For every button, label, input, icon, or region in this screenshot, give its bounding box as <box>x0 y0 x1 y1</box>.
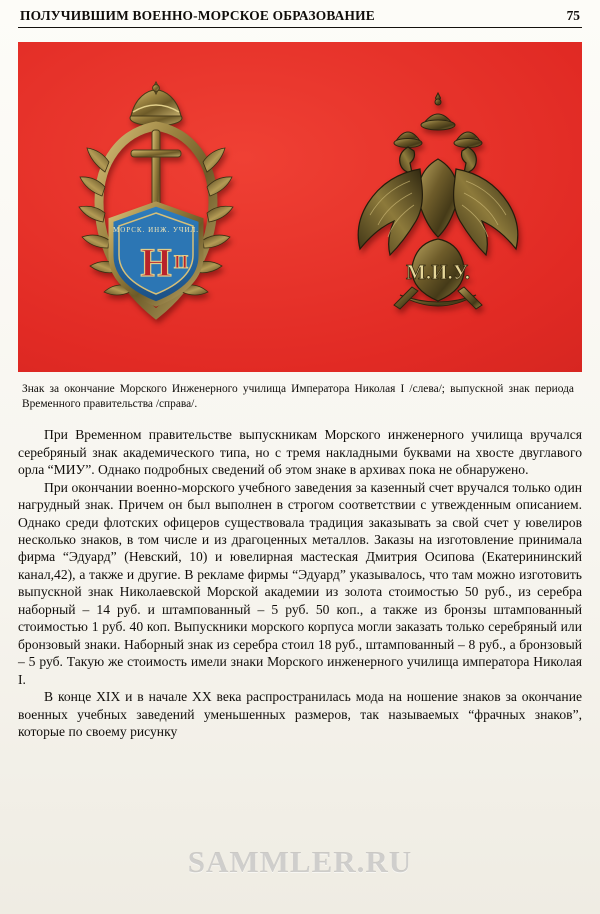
illustration-plate <box>18 42 582 372</box>
svg-text:II: II <box>173 252 188 273</box>
svg-text:МОРСК. ИНЖ. УЧИЛ.: МОРСК. ИНЖ. УЧИЛ. <box>112 226 199 234</box>
page-number: 75 <box>566 8 580 23</box>
badge-letters: М.И.У. <box>405 260 470 284</box>
page-title: ПОЛУЧИВШИМ ВОЕННО-МОРСКОЕ ОБРАЗОВАНИЕ <box>20 8 375 23</box>
paragraph-2: При окончании военно-морского учебного заведения за казенный счет вручался только один нагрудный знак. Причем он был выполнен в строгом соответствии с утвежденным описанием. Однако среди флотских офицеров существовала традиция заказывать за свой счет у ювелиров несколько знаков, в том числе и из драгоценных металлов. Заказы на изготовление принимала фирма “Эдуард” (Невский, 10) и ювелирная мастеская Дмитрия Осипова (Екатерининский канал,42), а также и другие. В рекламе фирмы “Эдуард” указывалось, что там можно изготовить выпускной знак Николаевской Морской академии из золота стоимостью 50 руб., из серебра наборный – 14 руб. и штампованный – 5 руб. 50 коп., а также из бронзы штампованный стоимостью 1 руб. 40 коп. Выпускники морского корпуса могли заказать только серебряный или бронзовый знаки. Наборный знак из серебра стоил 18 руб., штампованный – 8 руб., а бронзовый – 5 руб. Такую же стоимость имели знаки Морского инженерного училища императора Николая I. <box>18 479 582 687</box>
paragraph-1: При Временном правительстве выпускникам Морского инженерного училища вручался серебряный знак академического типа, но с тремя накладными буквами на хвосте двуглавого орла “МИУ”. Однако подробных сведений об этом знаке в архивах пока не обнаружено. <box>18 427 582 478</box>
watermark: SAMMLER.RU <box>187 844 413 879</box>
figure-caption: Знак за окончание Морского Инженерного училища Императора Николая I /слева/; выпускной знак периода Временного правительства /справа/. <box>22 383 574 411</box>
badge-naval-engineering-school-nicholas-i <box>65 76 247 338</box>
svg-text:Н: Н <box>139 240 172 285</box>
running-header <box>18 0 582 28</box>
imperial-crown-icon <box>130 82 182 126</box>
badge-provisional-government-graduate <box>340 89 536 325</box>
body-text <box>18 426 582 740</box>
imperial-crown-icon <box>421 93 455 130</box>
paragraph-3: В конце XIX и в начале XX века распространилась мода на ношение знаков за окончание военных учебных заведений уменьшенных размеров, так называемых “фрачных знаков”, которые по своему рисунку <box>18 689 582 740</box>
